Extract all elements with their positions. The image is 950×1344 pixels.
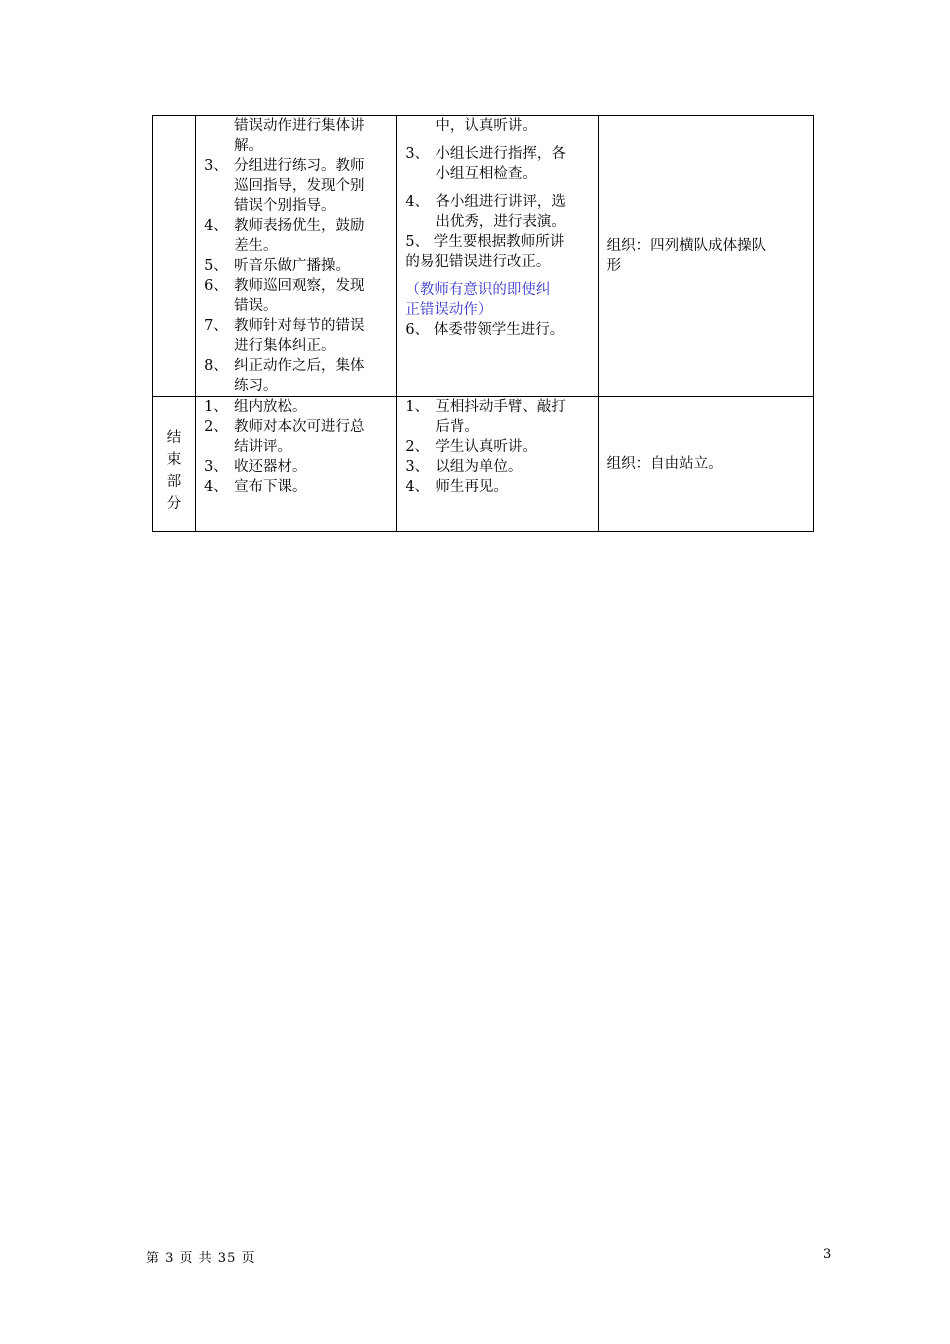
list-item: 3、 以组为单位。 [405, 459, 523, 475]
list-item: 6、 体委带领学生进行。 [405, 322, 565, 338]
teacher-activity-cell-end [196, 397, 397, 532]
list-item: 1、 互相抖动手臂、敲打 [405, 399, 566, 415]
student-activity-cell [397, 116, 598, 397]
list-item: 3、 收还器材。 [204, 459, 307, 475]
list-item: 2、 学生认真听讲。 [405, 439, 537, 455]
list-item: 8、 纠正动作之后，集体 [204, 358, 365, 374]
page-number: 3 [823, 1247, 832, 1262]
section-label: 结 束 部 分 [166, 430, 182, 512]
list-item: 后背。 [435, 419, 479, 435]
annotation-text: 正错误动作） [405, 302, 493, 318]
list-item: 的易犯错误进行改正。 [405, 254, 551, 270]
page-count-footer: 第 3 页 共 35 页 [146, 1251, 256, 1266]
teacher-activity-cell [196, 116, 397, 397]
list-item: 解。 [234, 138, 264, 154]
table-row-main [153, 116, 814, 397]
organization-cell-end [598, 397, 813, 532]
list-item: 4、 宣布下课。 [204, 479, 307, 495]
student-activity-list [397, 116, 597, 340]
list-item: 6、 教师巡回观察，发现 [204, 278, 365, 294]
list-item: 出优秀，进行表演。 [435, 214, 566, 230]
teacher-activity-list [196, 116, 396, 396]
list-item: 巡回指导，发现个别 [234, 178, 365, 194]
list-item: 3、 分组进行练习。教师 [204, 158, 365, 174]
organization-text: 组织：四列横队成体操队 形 [606, 238, 767, 274]
list-item: 错误。 [234, 298, 278, 314]
list-item: 差生。 [234, 238, 278, 254]
list-item: 4、 师生再见。 [405, 479, 508, 495]
list-item: 2、 教师对本次可进行总 [204, 419, 365, 435]
annotation-text: （教师有意识的即使纠 [405, 282, 551, 298]
list-item: 7、 教师针对每节的错误 [204, 318, 365, 334]
student-activity-cell-end [397, 397, 598, 532]
table-row-end [153, 397, 814, 532]
list-item: 5、 听音乐做广播操。 [204, 258, 351, 274]
list-item: 1、 组内放松。 [204, 399, 307, 415]
lesson-plan-table [152, 115, 814, 532]
list-item: 4、 教师表扬优生，鼓励 [204, 218, 365, 234]
organization-text: 组织：自由站立。 [606, 456, 723, 472]
student-activity-list-end [397, 397, 597, 497]
section-cell-main [153, 116, 196, 397]
list-item: 错误个别指导。 [234, 198, 336, 214]
list-item: 进行集体纠正。 [234, 338, 336, 354]
list-item: 3、 小组长进行指挥，各 [405, 146, 566, 162]
teacher-activity-list-end [196, 397, 396, 497]
list-item: 错误动作进行集体讲 [234, 118, 365, 134]
list-item: 4、 各小组进行讲评，选 [405, 194, 566, 210]
list-item: 练习。 [234, 378, 278, 394]
organization-cell [598, 116, 813, 397]
list-item: 小组互相检查。 [435, 166, 537, 182]
section-cell-end [153, 397, 196, 532]
list-item: 结讲评。 [234, 439, 293, 455]
list-item: 5、 学生要根据教师所讲 [405, 234, 565, 250]
list-item: 中，认真听讲。 [435, 118, 537, 134]
